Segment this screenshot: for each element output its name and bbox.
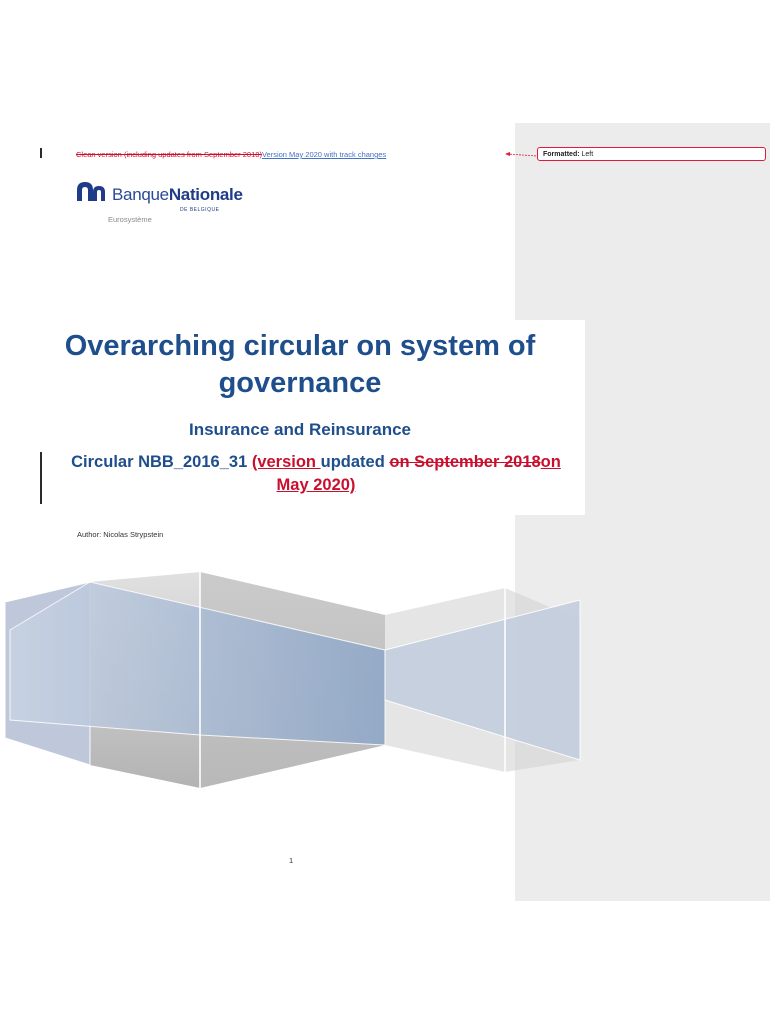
- circular-reference: [36, 451, 596, 497]
- comment-connector: [505, 150, 539, 160]
- document-title: [0, 328, 600, 402]
- circular-inserted-version: (version: [251, 453, 321, 471]
- circular-prefix: Circular NBB_2016_31: [71, 453, 252, 471]
- circular-inserted-date: May 2020): [276, 476, 356, 494]
- logo-wordmark: [112, 185, 243, 205]
- document-title-line1: Overarching circular on system of: [64, 330, 536, 362]
- change-bar: [40, 148, 42, 158]
- logo-name-part1: Banque: [112, 185, 169, 204]
- circular-updated: updated: [320, 453, 390, 471]
- formatting-comment-balloon[interactable]: [537, 147, 766, 161]
- comment-value: Left: [581, 151, 594, 158]
- header-deleted-text: Clean version (including updates from September 2018): [76, 150, 262, 159]
- logo-country: DE BELGIQUE: [180, 207, 220, 213]
- nbb-logo-icon: [74, 180, 110, 202]
- comment-label: Formatted:: [543, 151, 580, 158]
- document-title-line2: governance: [218, 367, 382, 399]
- logo-eurosystem: Eurosystème: [108, 215, 152, 224]
- header-inserted-text: Version May 2020 with track changes: [261, 150, 387, 159]
- document-subtitle: Insurance and Reinsurance: [188, 420, 412, 439]
- cover-artwork: [0, 560, 600, 800]
- page-number: 1: [289, 856, 294, 865]
- logo-name-part2: Nationale: [168, 185, 243, 204]
- circular-inserted-on: on: [540, 453, 561, 471]
- circular-deleted-date: on September 2018: [389, 453, 541, 471]
- header-tracked-line: [76, 150, 386, 159]
- author-line: Author: Nicolas Strypstein: [77, 530, 164, 539]
